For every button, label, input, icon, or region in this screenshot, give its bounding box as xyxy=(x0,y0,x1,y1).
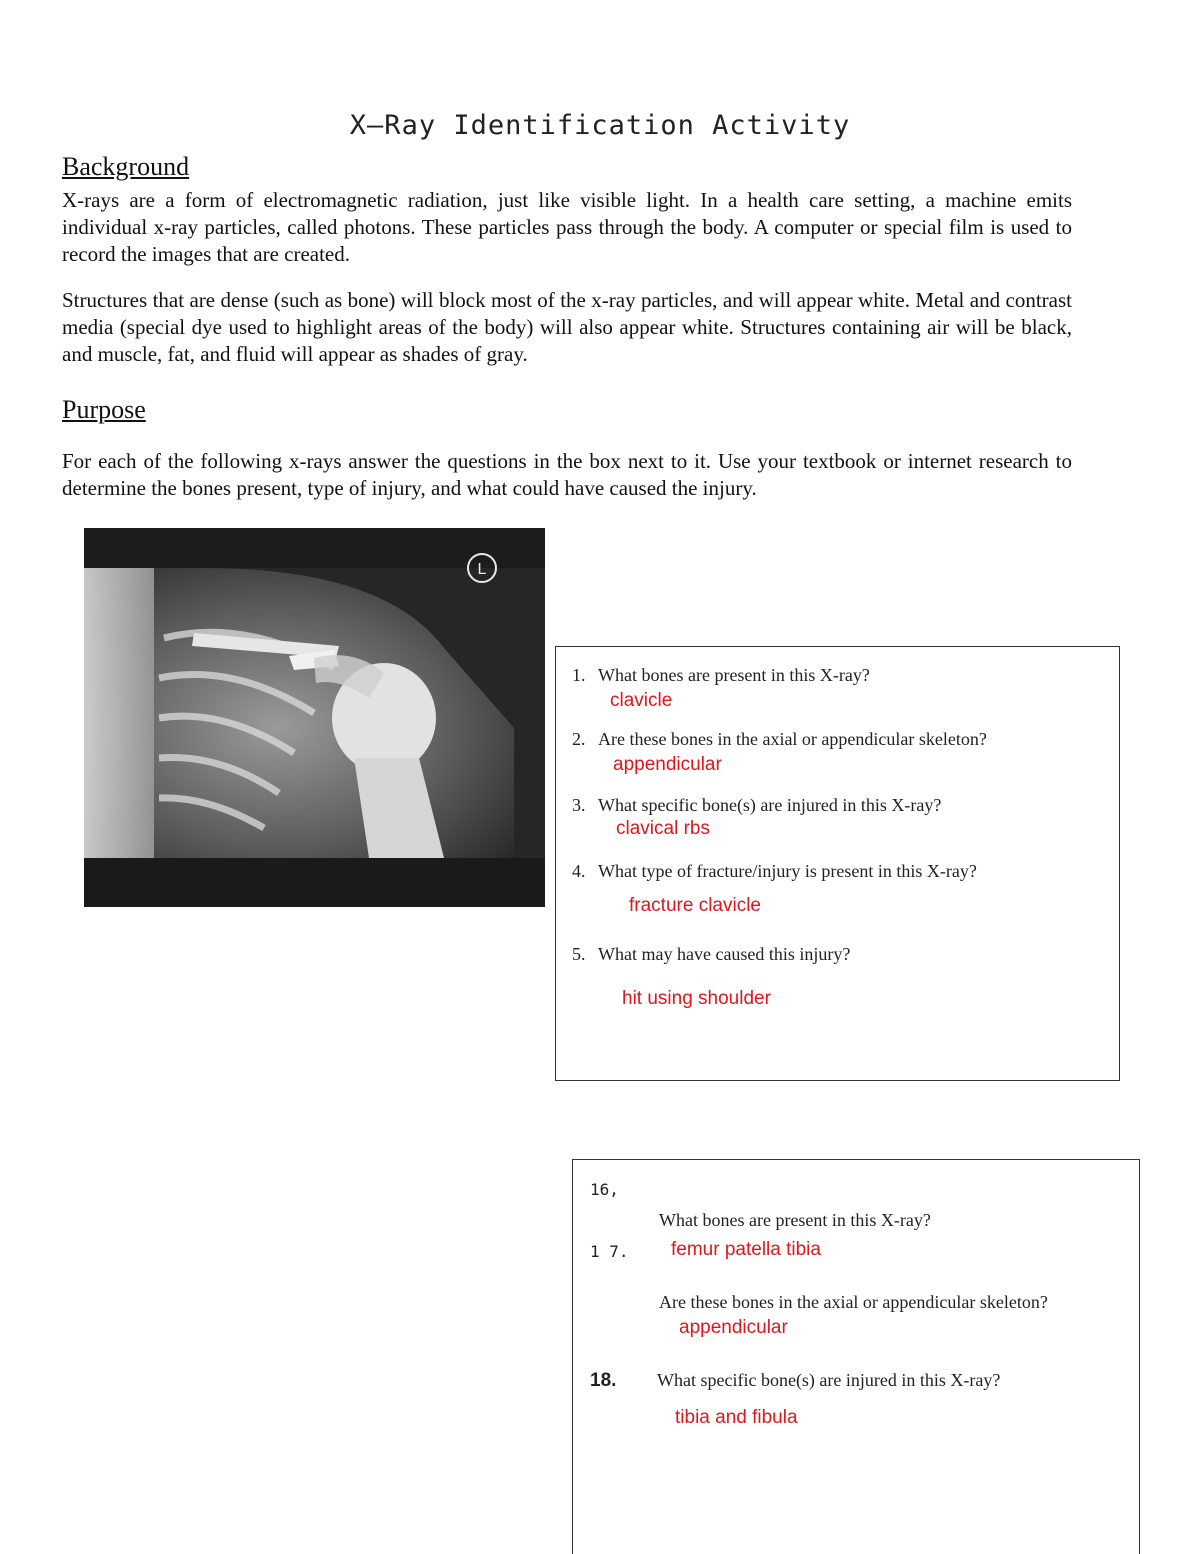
question-mark-16: 16, xyxy=(590,1180,619,1199)
answer-3: clavical rbs xyxy=(616,818,710,839)
page-title: X—Ray Identification Activity xyxy=(349,110,851,141)
question-3: 3. What specific bone(s) are injured in this X-ray? xyxy=(572,795,942,815)
answer-17: appendicular xyxy=(679,1317,788,1338)
question-1: 1. What bones are present in this X-ray? xyxy=(572,665,870,685)
answer-18: tibia and fibula xyxy=(675,1407,798,1428)
xray-side-marker: L xyxy=(477,561,487,578)
question-box-2 xyxy=(572,1159,1140,1554)
answer-1: clavicle xyxy=(610,690,673,711)
answer-16: femur patella tibia xyxy=(671,1239,821,1260)
question-box-1 xyxy=(555,646,1120,1081)
question-4: 4. What type of fracture/injury is present in this X-ray? xyxy=(572,861,977,881)
question-5: 5. What may have caused this injury? xyxy=(572,944,851,964)
shoulder-xray-image xyxy=(84,528,545,907)
background-paragraph-2: Structures that are dense (such as bone) will block most of the x-ray particles, and will appear white. Metal and contrast media (special dye used to highlight areas of the body) will also appear white. Structures containing air will be black, and muscle, fat, and fluid will appear as shades of gray. xyxy=(62,288,1072,366)
question-18: What specific bone(s) are injured in this X-ray? xyxy=(657,1370,1001,1390)
question-mark-18: 18. xyxy=(590,1370,617,1391)
question-2: 2. Are these bones in the axial or appendicular skeleton? xyxy=(572,729,987,749)
answer-4: fracture clavicle xyxy=(629,895,761,916)
question-mark-17: 1 7. xyxy=(590,1242,629,1261)
question-16: What bones are present in this X-ray? xyxy=(659,1210,931,1230)
answer-5: hit using shoulder xyxy=(622,988,771,1009)
purpose-paragraph: For each of the following x-rays answer the questions in the box next to it. Use your textbook or internet research to determine the bones present, type of injury, and what could have caused the injury. xyxy=(62,449,1072,500)
background-heading: Background xyxy=(62,152,190,181)
answer-2: appendicular xyxy=(613,754,722,775)
background-paragraph-1: X-rays are a form of electromagnetic radiation, just like visible light. In a health care setting, a machine emits individual x-ray particles, called photons. These particles pass through the body. A computer or special film is used to record the images that are created. xyxy=(62,188,1072,266)
purpose-heading: Purpose xyxy=(62,395,146,424)
question-17: Are these bones in the axial or appendicular skeleton? xyxy=(659,1292,1048,1312)
